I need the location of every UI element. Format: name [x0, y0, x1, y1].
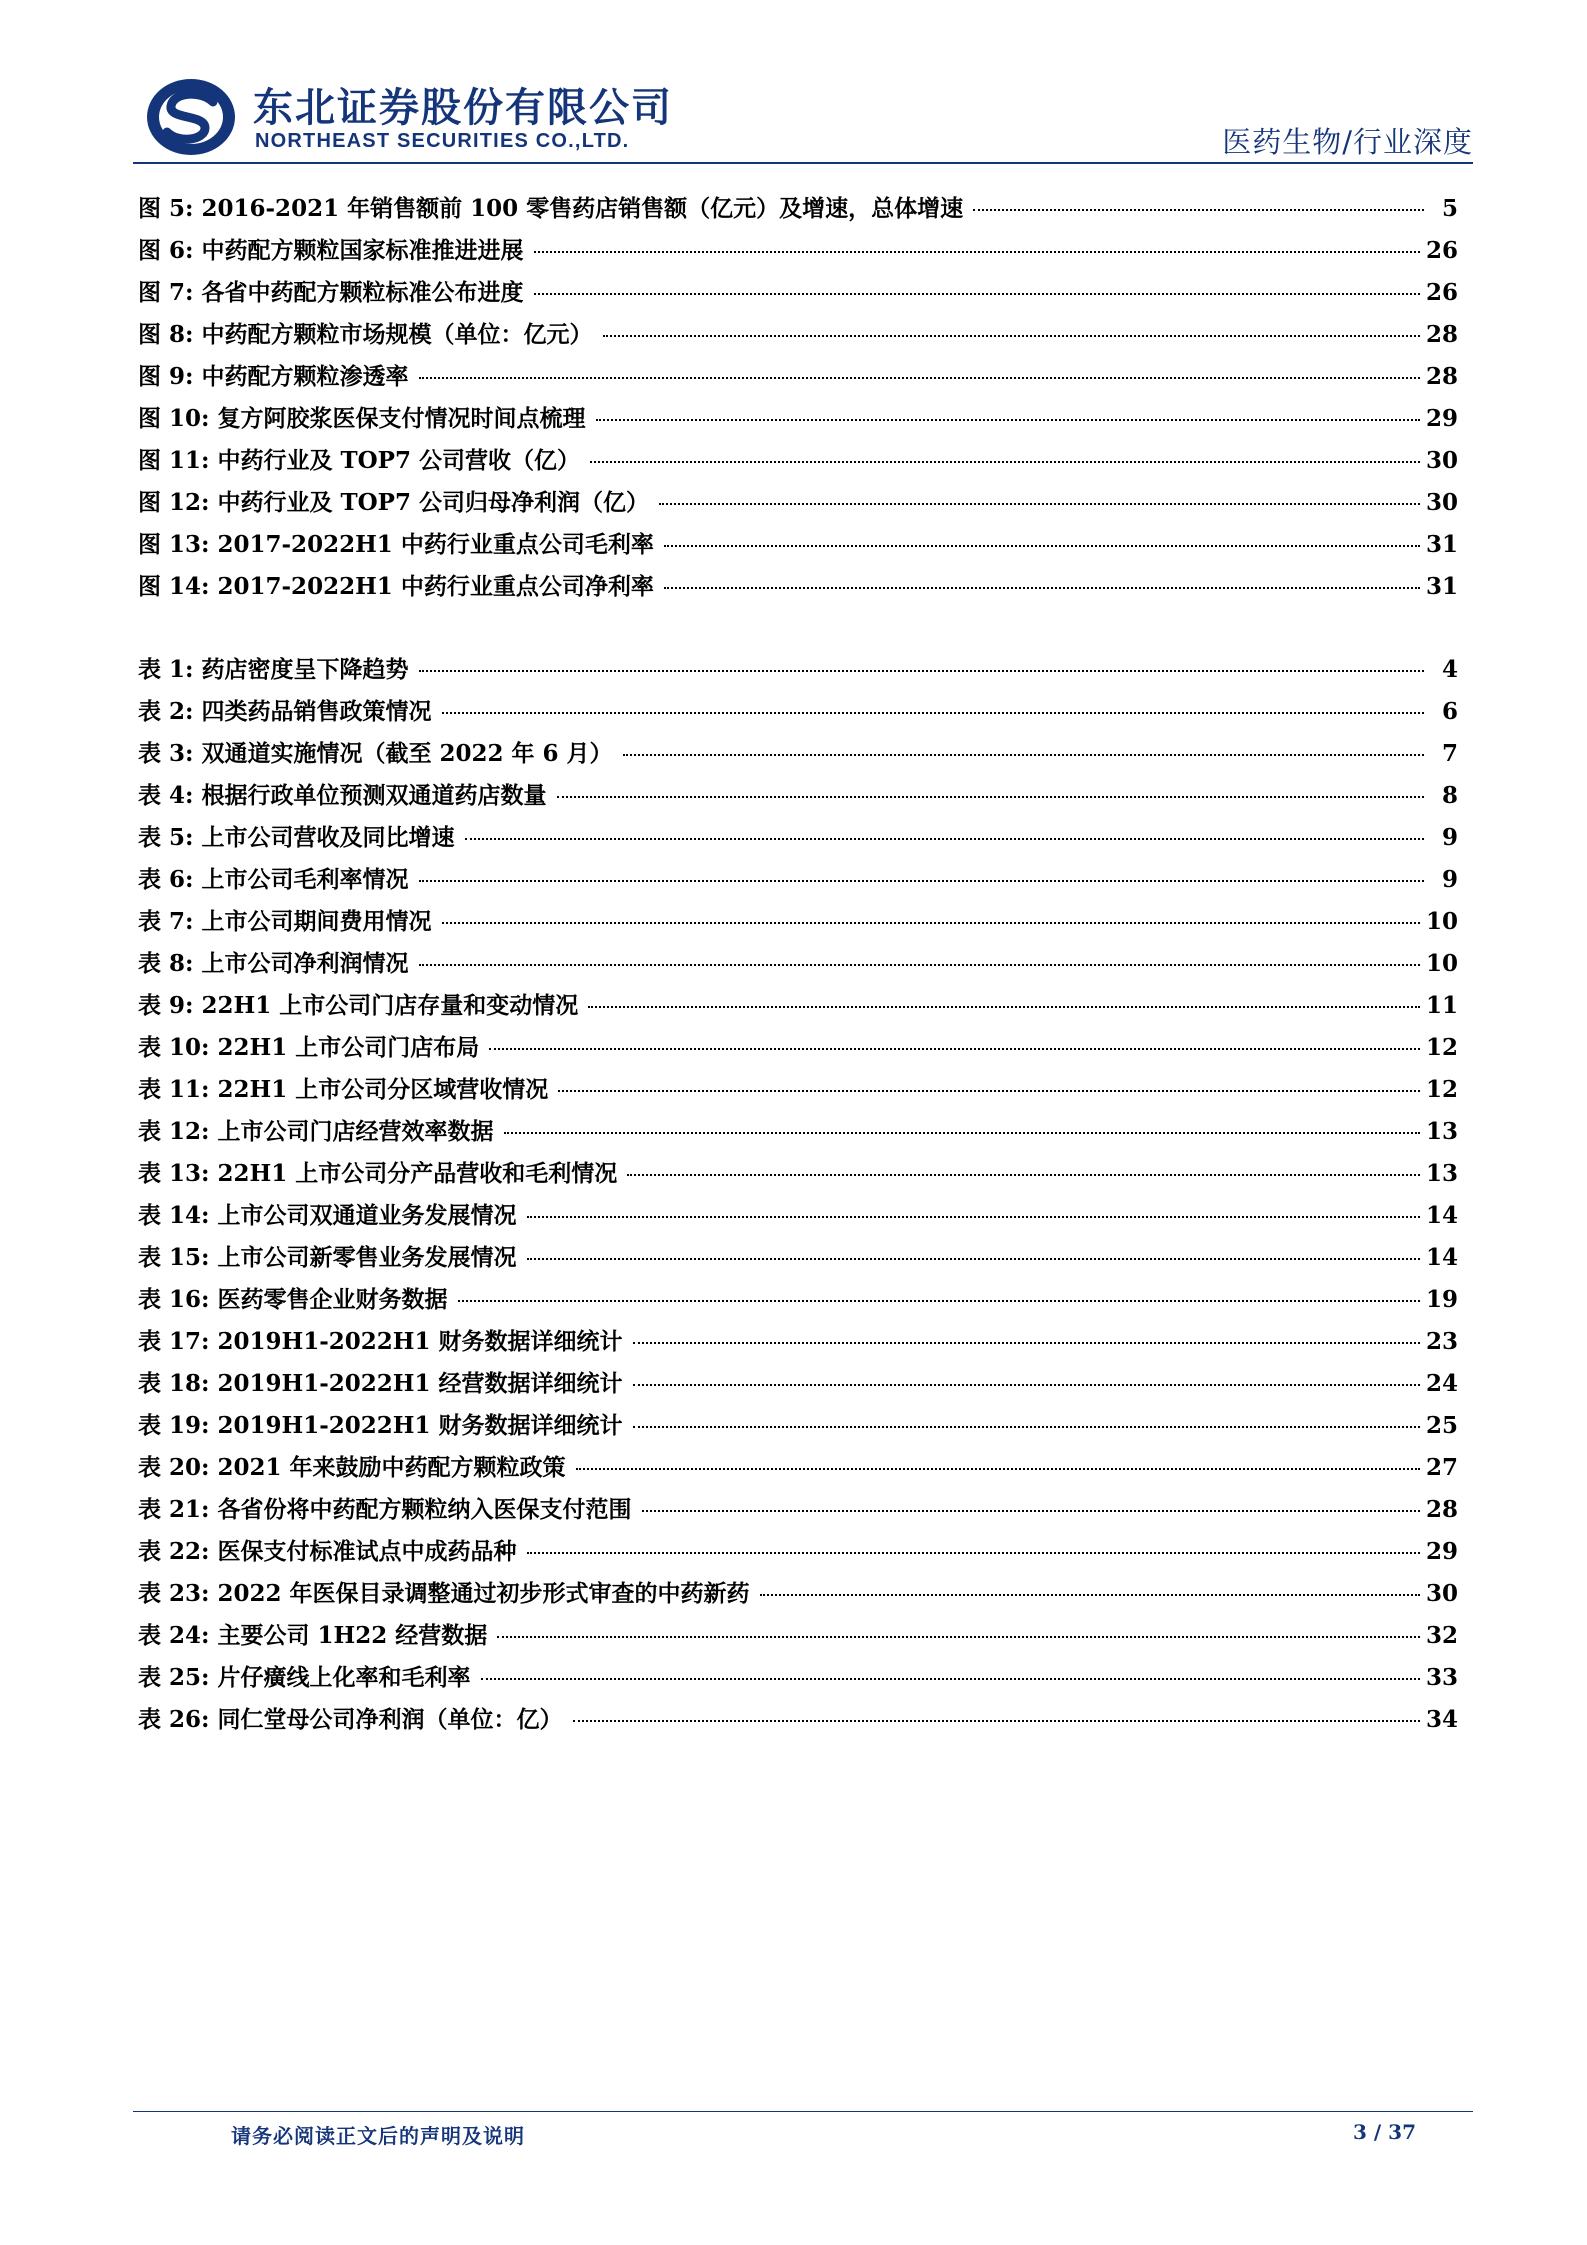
table-toc-entry-label: [138, 735, 621, 768]
dot-leader: [419, 964, 1420, 966]
table-toc-entry-number: 10:: [169, 1034, 210, 1061]
table-toc-entry[interactable]: [138, 1197, 1458, 1239]
dot-leader: [527, 1216, 1420, 1218]
dot-leader: [573, 1720, 1420, 1722]
table-toc-entry-prefix: 表: [138, 950, 161, 977]
table-toc-entry-number: 25:: [169, 1664, 210, 1691]
figure-toc-entry-number: 7:: [169, 279, 194, 306]
table-toc-entry-page: 10: [1425, 950, 1458, 977]
table-toc-entry-page: 9: [1441, 824, 1458, 851]
table-index-list: [138, 651, 1458, 1743]
dot-leader: [642, 1510, 1420, 1512]
table-toc-entry-label: [138, 1029, 487, 1062]
table-toc-entry-page: 30: [1425, 1580, 1458, 1607]
figure-toc-entry-prefix: 图: [138, 321, 161, 348]
table-toc-entry-number: 9:: [169, 992, 194, 1019]
figure-toc-entry-page: 28: [1425, 363, 1458, 390]
figure-toc-entry-prefix: 图: [138, 237, 161, 264]
table-toc-entry-label: [138, 1197, 525, 1230]
table-toc-entry-label: [138, 1701, 571, 1734]
figure-toc-entry-number: 6:: [169, 237, 194, 264]
table-toc-entry-label: [138, 651, 417, 684]
table-toc-entry-number: 6:: [169, 866, 194, 893]
table-toc-entry[interactable]: [138, 1701, 1458, 1743]
table-toc-entry-title: 22H1 上市公司分区域营收情况: [217, 1076, 549, 1103]
figure-toc-entry-page: 26: [1425, 279, 1458, 306]
table-toc-entry[interactable]: [138, 693, 1458, 735]
table-toc-entry[interactable]: [138, 1113, 1458, 1155]
table-toc-entry-label: [138, 1491, 640, 1524]
table-toc-entry[interactable]: [138, 735, 1458, 777]
table-toc-entry-number: 17:: [169, 1328, 210, 1355]
table-toc-entry-title: 2019H1-2022H1 经营数据详细统计: [217, 1370, 623, 1397]
table-toc-entry-prefix: 表: [138, 1034, 161, 1061]
table-toc-entry[interactable]: [138, 651, 1458, 693]
table-toc-entry-title: 22H1 上市公司分产品营收和毛利情况: [217, 1160, 618, 1187]
figure-toc-entry-label: [138, 568, 662, 601]
table-toc-entry-page: 34: [1425, 1706, 1458, 1733]
dot-leader: [527, 1258, 1420, 1260]
table-toc-entry-page: 10: [1425, 908, 1458, 935]
table-toc-entry-label: [138, 1071, 556, 1104]
table-toc-entry-title: 片仔癀线上化率和毛利率: [217, 1664, 471, 1691]
dot-leader: [664, 545, 1420, 547]
table-toc-entry-label: [138, 945, 417, 978]
table-toc-entry[interactable]: [138, 1575, 1458, 1617]
table-toc-entry-page: 13: [1425, 1118, 1458, 1145]
table-toc-entry-prefix: 表: [138, 1412, 161, 1439]
figure-toc-entry[interactable]: [138, 400, 1458, 442]
table-toc-entry-label: [138, 1239, 525, 1272]
figure-toc-entry-number: 5:: [169, 195, 194, 222]
dot-leader: [497, 1636, 1420, 1638]
table-toc-entry[interactable]: [138, 1281, 1458, 1323]
table-toc-entry-number: 15:: [169, 1244, 210, 1271]
dot-leader: [458, 1300, 1420, 1302]
table-toc-entry[interactable]: [138, 1071, 1458, 1113]
table-toc-entry-prefix: 表: [138, 698, 161, 725]
table-toc-entry-page: 23: [1425, 1328, 1458, 1355]
table-toc-entry-number: 12:: [169, 1118, 210, 1145]
table-toc-entry-title: 各省份将中药配方颗粒纳入医保支付范围: [217, 1496, 632, 1523]
table-toc-entry-title: 双通道实施情况（截至 2022 年 6 月）: [201, 740, 613, 767]
header-divider: [133, 162, 1473, 164]
figure-toc-entry-title: 2017-2022H1 中药行业重点公司毛利率: [217, 531, 654, 558]
table-toc-entry-page: 11: [1425, 992, 1458, 1019]
dot-leader: [527, 1552, 1420, 1554]
figure-toc-entry-page: 28: [1425, 321, 1458, 348]
figure-toc-entry-page: 26: [1425, 237, 1458, 264]
figure-toc-entry-page: 29: [1425, 405, 1458, 432]
dot-leader: [419, 880, 1425, 882]
table-toc-entry-label: [138, 777, 555, 810]
table-toc-entry-number: 23:: [169, 1580, 210, 1607]
table-toc-entry[interactable]: [138, 861, 1458, 903]
figure-toc-entry-label: [138, 484, 657, 517]
figure-toc-entry-title: 中药行业及 TOP7 公司营收（亿）: [217, 447, 580, 474]
table-toc-entry-prefix: 表: [138, 1076, 161, 1103]
table-toc-entry-number: 5:: [169, 824, 194, 851]
figure-toc-entry-prefix: 图: [138, 405, 161, 432]
table-toc-entry-label: [138, 1323, 631, 1356]
table-toc-entry-title: 医保支付标准试点中成药品种: [217, 1538, 517, 1565]
table-toc-entry-title: 2022 年医保目录调整通过初步形式审查的中药新药: [217, 1580, 750, 1607]
table-toc-entry-label: [138, 1365, 631, 1398]
table-toc-entry-prefix: 表: [138, 1664, 161, 1691]
table-toc-entry[interactable]: [138, 1365, 1458, 1407]
table-toc-entry-page: 13: [1425, 1160, 1458, 1187]
table-toc-entry-label: [138, 1449, 574, 1482]
table-toc-entry[interactable]: [138, 1659, 1458, 1701]
table-toc-entry-label: [138, 861, 417, 894]
table-toc-entry-label: [138, 987, 586, 1020]
table-toc-entry[interactable]: [138, 1239, 1458, 1281]
table-toc-entry-number: 3:: [169, 740, 194, 767]
table-toc-entry-title: 上市公司期间费用情况: [201, 908, 432, 935]
table-toc-entry-page: 25: [1425, 1412, 1458, 1439]
table-toc-entry-page: 14: [1425, 1202, 1458, 1229]
table-toc-entry-title: 同仁堂母公司净利润（单位：亿）: [217, 1706, 563, 1733]
figure-toc-entry-label: [138, 274, 532, 307]
table-toc-entry-title: 根据行政单位预测双通道药店数量: [201, 782, 547, 809]
table-toc-entry-page: 29: [1425, 1538, 1458, 1565]
table-toc-entry-title: 四类药品销售政策情况: [201, 698, 432, 725]
figure-toc-entry-label: [138, 400, 594, 433]
table-toc-entry-title: 上市公司双通道业务发展情况: [217, 1202, 517, 1229]
page-header: [133, 66, 1473, 158]
table-toc-entry-page: 7: [1441, 740, 1458, 767]
dot-leader: [588, 1006, 1420, 1008]
table-toc-entry[interactable]: [138, 1617, 1458, 1659]
table-toc-entry[interactable]: [138, 1533, 1458, 1575]
table-toc-entry-title: 上市公司净利润情况: [201, 950, 409, 977]
table-toc-entry-page: 9: [1441, 866, 1458, 893]
table-toc-entry-prefix: 表: [138, 992, 161, 1019]
table-toc-entry-page: 19: [1425, 1286, 1458, 1313]
table-toc-entry-number: 2:: [169, 698, 194, 725]
table-toc-entry-number: 21:: [169, 1496, 210, 1523]
figure-toc-entry-prefix: 图: [138, 531, 161, 558]
figure-toc-entry-prefix: 图: [138, 363, 161, 390]
figure-toc-entry[interactable]: [138, 232, 1458, 274]
disclaimer-note: 请务必阅读正文后的声明及说明: [231, 2124, 525, 2148]
dot-leader: [557, 796, 1425, 798]
table-toc-entry[interactable]: [138, 819, 1458, 861]
table-toc-entry[interactable]: [138, 777, 1458, 819]
table-toc-entry[interactable]: [138, 1449, 1458, 1491]
figure-toc-entry-label: [138, 526, 662, 559]
table-toc-entry-prefix: 表: [138, 908, 161, 935]
dot-leader: [659, 503, 1420, 505]
table-toc-entry-page: 12: [1425, 1034, 1458, 1061]
table-toc-entry-number: 14:: [169, 1202, 210, 1229]
table-toc-entry-number: 26:: [169, 1706, 210, 1733]
dot-leader: [973, 209, 1424, 211]
figure-toc-entry-title: 2017-2022H1 中药行业重点公司净利率: [217, 573, 654, 600]
figure-toc-entry[interactable]: [138, 526, 1458, 568]
table-toc-entry-title: 医药零售企业财务数据: [217, 1286, 448, 1313]
table-toc-entry-page: 24: [1425, 1370, 1458, 1397]
table-toc-entry-number: 1:: [169, 656, 194, 683]
dot-leader: [603, 335, 1420, 337]
table-toc-entry-prefix: 表: [138, 1622, 161, 1649]
figure-toc-entry-page: 31: [1425, 573, 1458, 600]
table-toc-entry[interactable]: [138, 1323, 1458, 1365]
dot-leader: [627, 1174, 1420, 1176]
table-toc-entry-title: 2019H1-2022H1 财务数据详细统计: [217, 1412, 623, 1439]
figure-toc-entry-title: 复方阿胶浆医保支付情况时间点梳理: [217, 405, 586, 432]
table-toc-entry[interactable]: [138, 945, 1458, 987]
table-toc-entry-prefix: 表: [138, 1244, 161, 1271]
dot-leader: [590, 461, 1420, 463]
table-toc-entry-prefix: 表: [138, 1160, 161, 1187]
dot-leader: [442, 922, 1420, 924]
table-toc-entry-number: 20:: [169, 1454, 210, 1481]
figure-toc-entry[interactable]: [138, 190, 1458, 232]
table-toc-entry-number: 13:: [169, 1160, 210, 1187]
figure-toc-entry[interactable]: [138, 274, 1458, 316]
figure-toc-entry-number: 10:: [169, 405, 210, 432]
table-toc-entry-number: 19:: [169, 1412, 210, 1439]
table-toc-entry-number: 16:: [169, 1286, 210, 1313]
dot-leader: [576, 1468, 1420, 1470]
table-toc-entry-label: [138, 1281, 456, 1314]
table-toc-entry[interactable]: [138, 987, 1458, 1029]
table-toc-entry-title: 主要公司 1H22 经营数据: [217, 1622, 488, 1649]
dot-leader: [465, 838, 1425, 840]
figure-toc-entry-label: [138, 316, 601, 349]
table-toc-entry-title: 上市公司门店经营效率数据: [217, 1118, 494, 1145]
figure-toc-entry[interactable]: [138, 316, 1458, 358]
dot-leader: [481, 1678, 1420, 1680]
table-toc-entry-title: 2021 年来鼓励中药配方颗粒政策: [217, 1454, 566, 1481]
figure-toc-entry-prefix: 图: [138, 195, 161, 222]
table-toc-entry-label: [138, 1407, 631, 1440]
dot-leader: [623, 754, 1424, 756]
dot-leader: [633, 1384, 1420, 1386]
table-toc-entry-prefix: 表: [138, 1202, 161, 1229]
figure-toc-entry[interactable]: [138, 442, 1458, 484]
table-toc-entry-title: 上市公司毛利率情况: [201, 866, 409, 893]
table-toc-entry-prefix: 表: [138, 1496, 161, 1523]
table-toc-entry-prefix: 表: [138, 656, 161, 683]
table-toc-entry-number: 22:: [169, 1538, 210, 1565]
figure-toc-entry-label: [138, 358, 417, 391]
figure-toc-entry-prefix: 图: [138, 279, 161, 306]
dot-leader: [596, 419, 1420, 421]
dot-leader: [419, 377, 1420, 379]
dot-leader: [419, 670, 1425, 672]
table-toc-entry-page: 8: [1441, 782, 1458, 809]
table-toc-entry-page: 12: [1425, 1076, 1458, 1103]
table-toc-entry-prefix: 表: [138, 1454, 161, 1481]
table-toc-entry-page: 33: [1425, 1664, 1458, 1691]
table-toc-entry-prefix: 表: [138, 866, 161, 893]
table-toc-entry-prefix: 表: [138, 1286, 161, 1313]
table-toc-entry-number: 24:: [169, 1622, 210, 1649]
table-toc-entry-label: [138, 819, 463, 852]
figure-toc-entry-label: [138, 232, 532, 265]
figure-toc-entry-prefix: 图: [138, 447, 161, 474]
dot-leader: [504, 1132, 1420, 1134]
table-toc-entry-prefix: 表: [138, 740, 161, 767]
figure-toc-entry-number: 9:: [169, 363, 194, 390]
figure-toc-entry-page: 30: [1425, 447, 1458, 474]
company-name-en: NORTHEAST SECURITIES CO.,LTD.: [255, 130, 630, 152]
figure-toc-entry-prefix: 图: [138, 489, 161, 516]
figure-toc-entry-title: 各省中药配方颗粒标准公布进度: [201, 279, 524, 306]
company-name-cn: 东北证券股份有限公司: [253, 85, 673, 131]
page-number: 3 / 37: [1353, 2120, 1416, 2144]
table-toc-entry-title: 22H1 上市公司门店布局: [217, 1034, 480, 1061]
table-toc-entry-title: 药店密度呈下降趋势: [201, 656, 409, 683]
table-toc-entry-prefix: 表: [138, 824, 161, 851]
figure-toc-entry-number: 12:: [169, 489, 210, 516]
table-toc-entry-title: 2019H1-2022H1 财务数据详细统计: [217, 1328, 623, 1355]
table-toc-entry-number: 8:: [169, 950, 194, 977]
table-toc-entry-page: 28: [1425, 1496, 1458, 1523]
table-toc-entry-label: [138, 1155, 625, 1188]
table-toc-entry-label: [138, 1617, 495, 1650]
table-toc-entry-label: [138, 903, 440, 936]
table-toc-entry-label: [138, 693, 440, 726]
figure-toc-entry-number: 13:: [169, 531, 210, 558]
table-toc-entry[interactable]: [138, 1491, 1458, 1533]
figure-toc-entry-title: 中药配方颗粒市场规模（单位：亿元）: [201, 321, 593, 348]
figure-index-list: [138, 190, 1458, 610]
figure-toc-entry-title: 中药配方颗粒国家标准推进进展: [201, 237, 524, 264]
figure-toc-entry-page: 30: [1425, 489, 1458, 516]
table-toc-entry-number: 7:: [169, 908, 194, 935]
table-toc-entry-label: [138, 1575, 758, 1608]
dot-leader: [633, 1342, 1420, 1344]
dot-leader: [760, 1594, 1420, 1596]
table-toc-entry-prefix: 表: [138, 1118, 161, 1145]
table-toc-entry-page: 14: [1425, 1244, 1458, 1271]
figure-toc-entry-prefix: 图: [138, 573, 161, 600]
dot-leader: [558, 1090, 1420, 1092]
table-toc-entry[interactable]: [138, 1029, 1458, 1071]
figure-toc-entry[interactable]: [138, 484, 1458, 526]
table-toc-entry-label: [138, 1533, 525, 1566]
table-toc-entry-prefix: 表: [138, 1370, 161, 1397]
table-toc-entry-prefix: 表: [138, 1538, 161, 1565]
figure-toc-entry-number: 14:: [169, 573, 210, 600]
report-category: 医药生物/行业深度: [1222, 125, 1473, 159]
company-logo-icon: [143, 76, 239, 158]
figure-toc-entry-page: 31: [1425, 531, 1458, 558]
table-toc-entry-prefix: 表: [138, 1580, 161, 1607]
figure-toc-entry-title: 中药行业及 TOP7 公司归母净利润（亿）: [217, 489, 649, 516]
figure-toc-entry[interactable]: [138, 568, 1458, 610]
footer-divider: [133, 2111, 1473, 2112]
table-toc-entry-prefix: 表: [138, 782, 161, 809]
figure-toc-entry-title: 2016-2021 年销售额前 100 零售药店销售额（亿元）及增速，总体增速: [201, 195, 964, 222]
table-toc-entry[interactable]: [138, 903, 1458, 945]
table-toc-entry-number: 18:: [169, 1370, 210, 1397]
dot-leader: [534, 293, 1420, 295]
table-toc-entry[interactable]: [138, 1407, 1458, 1449]
table-toc-entry-title: 上市公司新零售业务发展情况: [217, 1244, 517, 1271]
dot-leader: [534, 251, 1420, 253]
dot-leader: [489, 1048, 1420, 1050]
figure-toc-entry-number: 8:: [169, 321, 194, 348]
figure-toc-entry-label: [138, 442, 588, 475]
table-toc-entry-label: [138, 1659, 479, 1692]
table-toc-entry-page: 6: [1441, 698, 1458, 725]
figure-toc-entry[interactable]: [138, 358, 1458, 400]
dot-leader: [442, 712, 1425, 714]
figure-toc-entry-page: 5: [1441, 195, 1458, 222]
table-toc-entry-page: 27: [1425, 1454, 1458, 1481]
table-toc-entry-label: [138, 1113, 502, 1146]
table-toc-entry-number: 11:: [169, 1076, 210, 1103]
table-toc-entry-title: 22H1 上市公司门店存量和变动情况: [201, 992, 579, 1019]
table-toc-entry-number: 4:: [169, 782, 194, 809]
table-toc-entry-page: 32: [1425, 1622, 1458, 1649]
table-toc-entry-page: 4: [1441, 656, 1458, 683]
dot-leader: [633, 1426, 1420, 1428]
dot-leader: [664, 587, 1420, 589]
table-toc-entry-title: 上市公司营收及同比增速: [201, 824, 455, 851]
figure-toc-entry-number: 11:: [169, 447, 210, 474]
table-toc-entry[interactable]: [138, 1155, 1458, 1197]
figure-toc-entry-label: [138, 190, 971, 223]
figure-toc-entry-title: 中药配方颗粒渗透率: [201, 363, 409, 390]
table-toc-entry-prefix: 表: [138, 1706, 161, 1733]
table-toc-entry-prefix: 表: [138, 1328, 161, 1355]
